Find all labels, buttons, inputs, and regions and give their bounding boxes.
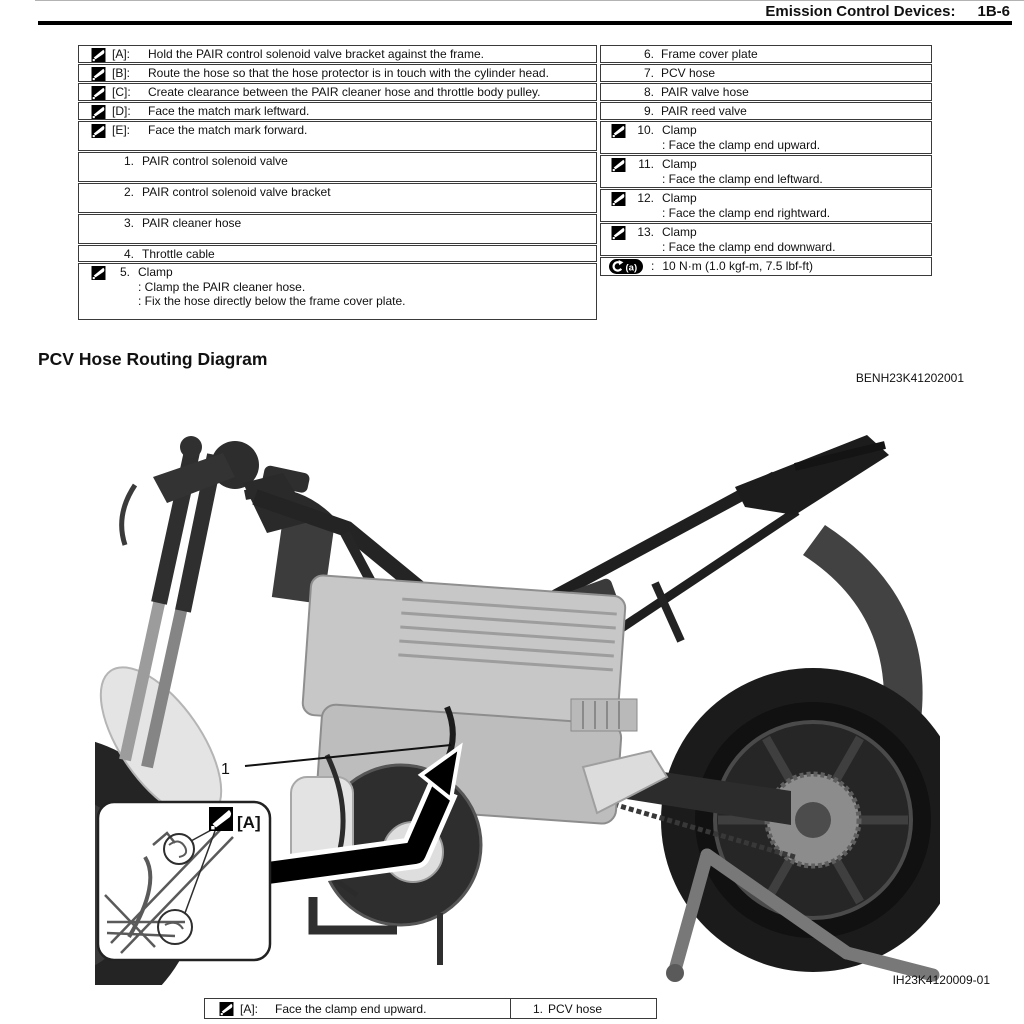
view-direction-icon [209,807,233,831]
ref-label: [E]: [112,123,131,137]
item-text: PAIR control solenoid valve [142,154,288,168]
item-text: PAIR reed valve [661,104,747,118]
table-row [600,121,932,154]
legend-cell [204,998,511,1019]
table-row [78,102,597,120]
detail-inset [98,802,270,960]
view-direction-icon [91,124,106,138]
view-direction-icon [611,226,626,240]
ref-text: Create clearance between the PAIR cleaner hose and throttle body pulley. [148,85,541,99]
item-text: Clamp [662,157,697,171]
section-title: PCV Hose Routing Diagram [38,349,268,369]
item-number: 9. [643,104,654,118]
item-number: 6. [643,47,654,61]
table-row [78,45,597,63]
item-note: : Clamp the PAIR cleaner hose. [138,279,306,294]
header-title: Emission Control Devices: [765,3,956,20]
ref-text: Face the match mark leftward. [148,104,310,118]
callout-table-left-column [78,45,597,321]
item-number: 3. [123,216,134,230]
torque-separator: : [651,258,655,273]
callout-table-right-column [600,45,932,277]
icon-slot [611,105,626,119]
item-note: : Face the clamp end rightward. [662,205,831,220]
icon-slot [611,67,626,81]
item-text: PCV hose [661,66,716,80]
view-direction-icon [219,1002,234,1016]
ref-text: Route the hose so that the hose protector is in touch with the cylinder head. [148,66,549,80]
item-number: 13. [637,225,654,239]
item-text: Throttle cable [142,247,215,261]
item-number: 1. [532,1001,543,1016]
item-note: : Face the clamp end downward. [662,239,836,254]
view-direction-icon [91,67,106,81]
ref-label: [A]: [240,1001,259,1016]
ref-label: [B]: [112,66,131,80]
torque-icon [609,259,643,274]
table-row [600,83,932,101]
item-text: Clamp [662,123,697,137]
item-text-lines [662,124,820,152]
callout-number: 1 [221,761,230,778]
item-text: PAIR cleaner hose [142,216,242,230]
ref-text: Face the clamp end upward. [275,1001,427,1016]
ref-label: [D]: [112,104,131,118]
stand-roller [666,964,684,982]
item-number: 11. [638,157,654,171]
item-text: PAIR control solenoid valve bracket [142,185,331,199]
torque-ref-letter: (a) [625,262,638,274]
icon-slot [611,86,626,100]
tail-frame [735,435,889,515]
item-number: 2. [123,185,134,199]
doc-ref-code: BENH23K41202001 [855,371,964,385]
page-top-line [35,0,1024,1]
table-row-torque [600,257,932,276]
ref-label: [A]: [112,47,131,61]
table-row [78,183,597,213]
item-text: Clamp [662,191,697,205]
item-note: : Face the clamp end upward. [662,137,821,152]
table-row [600,64,932,82]
ref-text: Hold the PAIR control solenoid valve bracket against the frame. [148,47,484,61]
table-row [600,223,932,256]
table-row [78,245,597,262]
table-row [600,189,932,222]
legend-cell [511,998,657,1019]
table-row [78,83,597,101]
item-number: 4. [123,247,134,261]
ref-label: [C]: [112,85,131,99]
item-number: 5. [119,265,130,279]
view-direction-icon [91,86,106,100]
view-direction-icon [91,105,106,119]
item-number: 1. [123,154,134,168]
item-text-lines [662,192,830,220]
inset-view-label: [A] [237,813,261,832]
view-direction-icon [611,158,626,172]
table-row [600,45,932,63]
view-direction-icon [611,124,626,138]
item-number: 8. [643,85,654,99]
pcv-routing-figure [95,425,940,985]
item-text-lines [138,266,405,309]
item-text: Frame cover plate [661,47,758,61]
table-row [600,155,932,188]
table-row [78,121,597,151]
figure-id: IH23K4120009-01 [892,973,990,987]
header-rule [38,21,1012,25]
view-direction-icon [611,192,626,206]
item-text: Clamp [662,225,697,239]
item-note: : Fix the hose directly below the frame cover plate. [138,294,406,308]
icon-slot [611,48,626,62]
item-text: Clamp [138,265,173,279]
item-number: 12. [637,191,654,205]
item-text-lines [662,158,823,186]
view-direction-icon [91,266,106,280]
torque-value: 10 N·m (1.0 kgf-m, 7.5 lbf-ft) [662,258,814,273]
ref-text: Face the match mark forward. [148,123,308,137]
header-page-code: 1B-6 [977,3,1010,20]
table-row [78,214,597,244]
page-header [765,3,1010,20]
figure-legend-table [204,998,657,1019]
item-number: 7. [643,66,654,80]
item-text: PCV hose [548,1001,603,1016]
item-note: : Face the clamp end leftward. [662,171,823,186]
table-row [78,152,597,182]
item-text: PAIR valve hose [661,85,749,99]
table-row [600,102,932,120]
item-text-lines [662,226,835,254]
view-direction-icon [91,48,106,62]
item-number: 10. [637,123,654,137]
table-row [78,64,597,82]
table-row [78,263,597,320]
